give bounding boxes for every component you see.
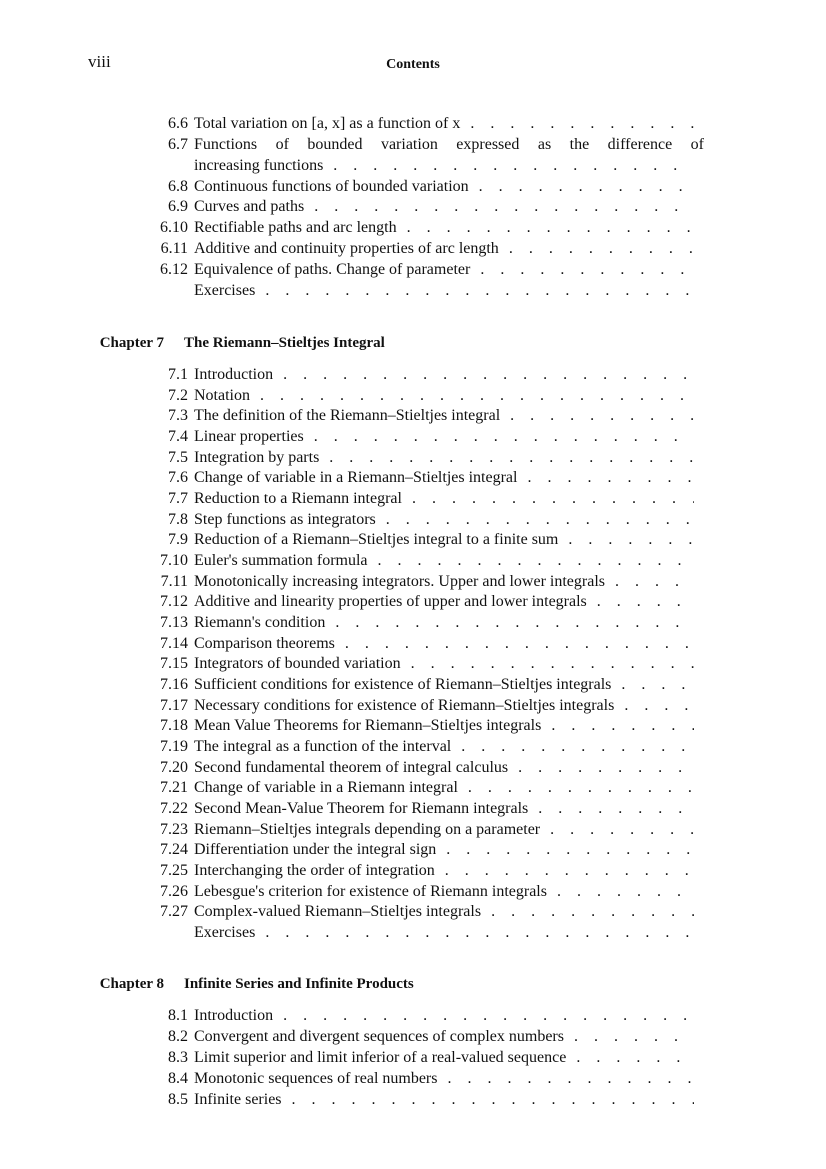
section-title: increasing functions . . . [194,155,694,177]
chapter-title: The Riemann–Stieltjes Integral [184,335,385,351]
section-number: 7.6 [168,469,188,486]
section-title: Riemann–Stieltjes integrals depending on a parameter . . . [194,819,694,841]
section-number: 7.26 [160,883,188,900]
section-number: 7.14 [160,635,188,652]
section-title: Exercises . . . [194,922,694,944]
section-number: 7.27 [160,903,188,920]
section-number: 7.15 [160,655,188,672]
section-number: 7.11 [160,573,188,590]
section-number: 7.21 [160,779,188,796]
section-title: Second Mean-Value Theorem for Riemann integrals . . . [194,798,694,820]
section-title: Necessary conditions for existence of Riemann–Stieltjes integrals . . . [194,695,694,717]
section-number: 7.7 [168,490,188,507]
section-number: 7.9 [168,531,188,548]
section-title: Linear properties . . . [194,426,694,448]
section-title: Comparison theorems . . . [194,633,694,655]
section-number: 8.1 [168,1007,188,1024]
section-number: 7.8 [168,511,188,528]
section-number: 7.2 [168,387,188,404]
section-number: 7.1 [168,366,188,383]
section-title: Infinite series . . . [194,1089,694,1111]
section-title: Monotonic sequences of real numbers . . . [194,1068,694,1090]
section-number: 7.22 [160,800,188,817]
chapter-title: Infinite Series and Infinite Products [184,976,414,992]
section-title: Limit superior and limit inferior of a real-valued sequence . . . [194,1047,694,1069]
section-title: Differentiation under the integral sign . . . [194,839,694,861]
section-title: Integrators of bounded variation . . . [194,653,694,675]
section-number: 7.23 [160,821,188,838]
section-title: Introduction . . . [194,1005,694,1027]
section-number: 6.9 [168,198,188,215]
section-title: Reduction to a Riemann integral . . . [194,488,694,510]
section-title: Lebesgue's criterion for existence of Riemann integrals . . . [194,881,694,903]
section-number: 7.4 [168,428,188,445]
section-number: 7.20 [160,759,188,776]
section-number: 8.5 [168,1091,188,1108]
section-number: 7.18 [160,717,188,734]
section-number: 7.17 [160,697,188,714]
chapter-label: Chapter 7 [99,335,164,351]
section-number: 7.10 [160,552,188,569]
section-title: Continuous functions of bounded variation . . . [194,176,694,198]
section-title: Sufficient conditions for existence of Riemann–Stieltjes integrals . . . [194,674,694,696]
section-title: Change of variable in a Riemann–Stieltjes integral . . . [194,467,694,489]
section-title: Step functions as integrators . . . [194,509,694,531]
section-title: Complex-valued Riemann–Stieltjes integrals . . . [194,901,694,923]
section-title: Functions of bounded variation expressed as the difference of [194,136,704,153]
section-title: Change of variable in a Riemann integral . . . [194,777,694,799]
section-number: 7.12 [160,593,188,610]
section-title: Riemann's condition . . . [194,612,694,634]
section-title: Total variation on [a, x] as a function of x . . . [194,113,694,135]
section-number: 6.6 [168,115,188,132]
section-number: 6.10 [160,219,188,236]
section-title: Rectifiable paths and arc length . . . [194,217,694,239]
section-number: 8.3 [168,1049,188,1066]
section-title: Euler's summation formula . . . [194,550,694,572]
section-title: Additive and continuity properties of arc length . . . [194,238,694,260]
section-title: Mean Value Theorems for Riemann–Stieltjes integrals . . . [194,715,694,737]
section-number: 6.12 [160,261,188,278]
running-head: Contents [386,57,440,72]
section-title: Reduction of a Riemann–Stieltjes integral to a finite sum . . . [194,529,694,551]
section-title: Monotonically increasing integrators. Upper and lower integrals . . . [194,571,694,593]
section-title: Additive and linearity properties of upper and lower integrals . . . [194,591,694,613]
section-number: 7.3 [168,407,188,424]
section-number: 7.25 [160,862,188,879]
section-title: Exercises . . . [194,280,694,302]
section-title: Introduction . . . [194,364,694,386]
page-number: viii [88,52,111,71]
section-number: 7.16 [160,676,188,693]
section-title: Convergent and divergent sequences of complex numbers . . . [194,1026,694,1048]
section-number: 7.24 [160,841,188,858]
section-title: Notation . . . [194,385,694,407]
section-number: 7.19 [160,738,188,755]
section-title: Interchanging the order of integration . . . [194,860,694,882]
section-title: Second fundamental theorem of integral calculus . . . [194,757,694,779]
section-title: The definition of the Riemann–Stieltjes integral . . . [194,405,694,427]
section-number: 7.13 [160,614,188,631]
section-number: 7.5 [168,449,188,466]
section-title: Equivalence of paths. Change of parameter . . . [194,259,694,281]
section-title: Curves and paths . . . [194,196,694,218]
section-title: Integration by parts . . . [194,447,694,469]
section-number: 6.7 [168,136,188,153]
section-number: 6.11 [160,240,188,257]
section-number: 6.8 [168,178,188,195]
chapter-label: Chapter 8 [99,976,164,992]
section-title: The integral as a function of the interval . . . [194,736,694,758]
section-number: 8.2 [168,1028,188,1045]
section-number: 8.4 [168,1070,188,1087]
